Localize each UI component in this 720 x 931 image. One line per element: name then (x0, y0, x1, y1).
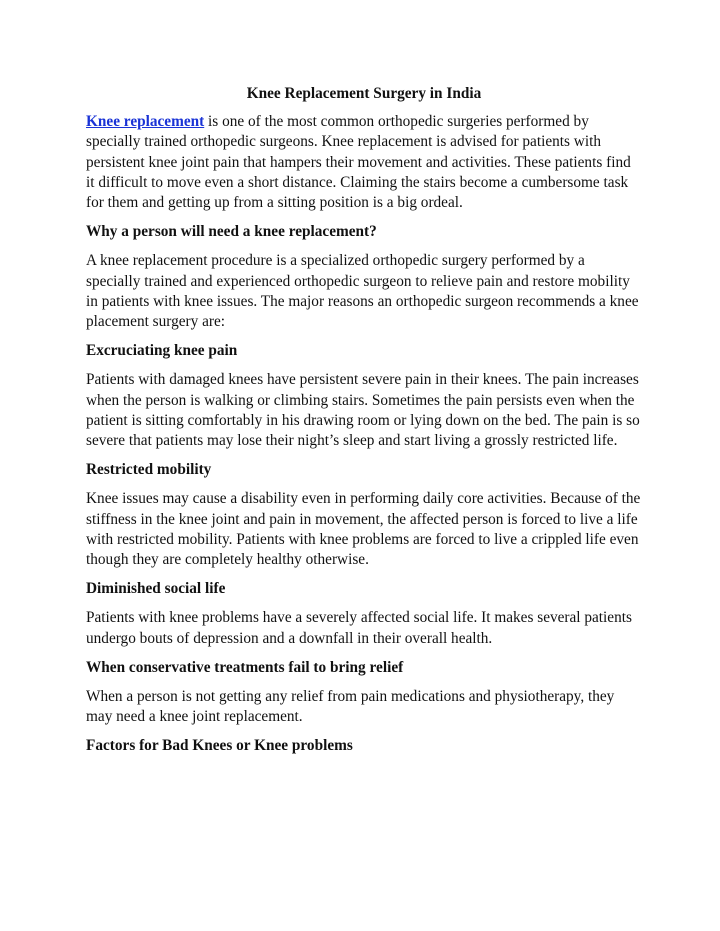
section-body-why: A knee replacement procedure is a specialized orthopedic surgery performed by a specially trained and experienced orthopedic surgeon to relieve pain and restore mobility in patients with knee issues. The major reasons an orthopedic surgeon recommends a knee placement surgery are: (86, 252, 639, 331)
section-heading-why: Why a person will need a knee replacement? (86, 223, 377, 241)
section-body-social-life: Patients with knee problems have a severely affected social life. It makes several patients undergo bouts of depression and a downfall in their overall health. (86, 609, 632, 647)
intro-text: is one of the most common orthopedic surgeries performed by specially trained orthopedic surgeons. Knee replacement is advised for patients with persistent knee joint pain that hampers their movement and activities. These patients find it difficult to move even a short distance. Claiming the stairs become a cumbersome task for them and getting up from a sitting position is a big ordeal. (86, 113, 631, 212)
document-content (86, 84, 642, 766)
section-heading-mobility: Restricted mobility (86, 461, 212, 479)
knee-replacement-link[interactable]: Knee replacement (86, 113, 205, 131)
intro-paragraph (86, 112, 642, 213)
section-body-mobility: Knee issues may cause a disability even in performing daily core activities. Because of the stiffness in the knee joint and pain in movement, the affected person is forced to live a life with restricted mobility. Patients with knee problems are forced to live a crippled life even though they are completely healthy otherwise. (86, 490, 641, 569)
section-heading-conservative: When conservative treatments fail to bring relief (86, 658, 404, 676)
section-body-knee-pain: Patients with damaged knees have persistent severe pain in their knees. The pain increases when the person is walking or climbing stairs. Sometimes the pain persists even when the patient is sitting comfortably in his drawing room or lying down on the bed. The pain is so severe that patients may lose their night’s sleep and start living a grossly restricted life. (86, 371, 640, 450)
section-heading-knee-pain: Excruciating knee pain (86, 342, 238, 360)
section-body-conservative: When a person is not getting any relief from pain medications and physiotherapy, they may need a knee joint replacement. (86, 688, 615, 726)
document-title: Knee Replacement Surgery in India (246, 85, 482, 102)
section-heading-social-life: Diminished social life (86, 580, 226, 598)
section-heading-factors: Factors for Bad Knees or Knee problems (86, 737, 353, 755)
